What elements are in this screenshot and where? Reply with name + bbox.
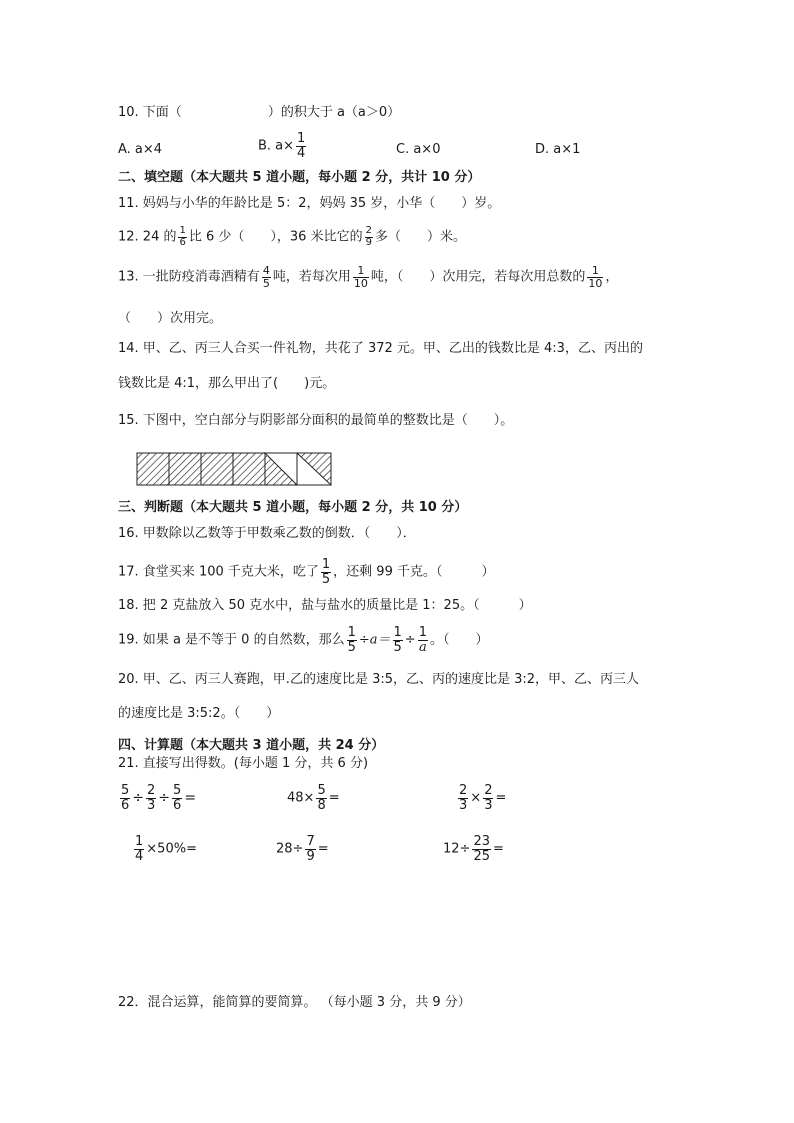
fraction: $\frac{1}{10}$: [353, 264, 368, 290]
fraction: $\frac{4}{5}$: [262, 264, 270, 290]
q18: 18. 把 2 克盐放入 50 克水中，盐与盐水的质量比是 1：25。（ ）: [118, 598, 532, 613]
q13-line1: 13. 一批防疫消毒酒精有 $\frac{4}{5}$ 吨，若每次用 $\frac{1}{10}$ 吨，（ ）次用完，若每次用总数的 $\frac{1}{10}$ ，: [118, 264, 619, 290]
q15: 15. 下图中，空白部分与阴影部分面积的最简单的整数比是（ ）。: [118, 413, 514, 428]
q21-title: 21. 直接写出得数。(每小题 1 分，共 6 分): [118, 756, 369, 771]
q21-expression-2: 48× $\frac{5}{8}$ =: [287, 783, 340, 813]
fraction: $\frac{1}{5}$: [347, 625, 356, 655]
q14-line2: 钱数比是 4:1，那么甲出了( )元。: [118, 376, 336, 391]
q11: 11. 妈妈与小华的年龄比是 5：2，妈妈 35 岁，小华（ ）岁。: [118, 196, 501, 211]
fraction: $\frac{1}{5}$: [393, 625, 402, 655]
q13-line2: （ ）次用完。: [118, 311, 223, 326]
q10-option-c[interactable]: C. a×0: [396, 142, 441, 157]
q14-line1: 14. 甲、乙、丙三人合买一件礼物，共花了 372 元。甲、乙出的钱数比是 4:3，乙、丙出的: [118, 341, 643, 356]
q20-line1: 20. 甲、乙、丙三人赛跑，甲.乙的速度比是 3:5，乙、丙的速度比是 3:2，甲、乙、丙三人: [118, 672, 640, 687]
q21-expression-4: $\frac{1}{4}$ ×50%=: [135, 834, 197, 864]
q21-expression-5: 28÷ $\frac{7}{9}$ =: [276, 834, 329, 864]
q19: 19. 如果 a 是不等于 0 的自然数，那么 $\frac{1}{5}$ ÷a＝ $\frac{1}{5}$ ÷ $\frac{1}{a}$ 。（ ）: [118, 625, 489, 655]
q16: 16. 甲数除以乙数等于甲数乘乙数的倒数．（ ）．: [118, 526, 416, 541]
q22-title: 22．混合运算，能简算的要简算。 （每小题 3 分，共 9 分）: [118, 995, 471, 1010]
fraction: $\frac{1}{10}$: [588, 264, 603, 290]
fraction: $\frac{2}{9}$: [365, 225, 372, 248]
section-4-heading: 四、计算题（本大题共 3 道小题，共 24 分）: [118, 738, 385, 753]
q21-expression-6: 12÷ $\frac{23}{25}$ =: [443, 834, 504, 864]
section-2-heading: 二、填空题（本大题共 5 道小题，每小题 2 分，共计 10 分）: [118, 170, 481, 185]
q21-expression-3: $\frac{2}{3}$ × $\frac{2}{3}$ =: [459, 783, 507, 813]
q20-line2: 的速度比是 3:5:2。（ ）: [118, 706, 280, 721]
q10-option-a[interactable]: A. a×4: [118, 142, 163, 157]
q17: 17. 食堂买来 100 千克大米，吃了 $\frac{1}{5}$ ，还剩 99 千克。（ ）: [118, 557, 495, 587]
fraction: $\frac{1}{a}$: [418, 625, 427, 655]
fraction: $\frac{1}{4}$: [297, 131, 306, 161]
fraction: $\frac{1}{5}$: [321, 557, 331, 587]
q21-expression-1: $\frac{5}{6}$ ÷ $\frac{2}{3}$ ÷ $\frac{5}{6}$ =: [121, 783, 197, 813]
shaded-rectangle-figure: [136, 452, 334, 486]
q10-option-d[interactable]: D. a×1: [535, 142, 581, 157]
section-3-heading: 三、判断题（本大题共 5 道小题，每小题 2 分，共 10 分）: [118, 500, 468, 515]
fraction: $\frac{1}{6}$: [179, 225, 186, 248]
q10-stem: 10. 下面（ ）的积大于 a（a＞0）: [118, 105, 401, 120]
q10-option-b[interactable]: B. a× $\frac{1}{4}$: [258, 131, 306, 161]
q12: 12. 24 的 $\frac{1}{6}$ 比 6 少（ ），36 米比它的 $\frac{2}{9}$ 多（ ）米。: [118, 225, 466, 248]
